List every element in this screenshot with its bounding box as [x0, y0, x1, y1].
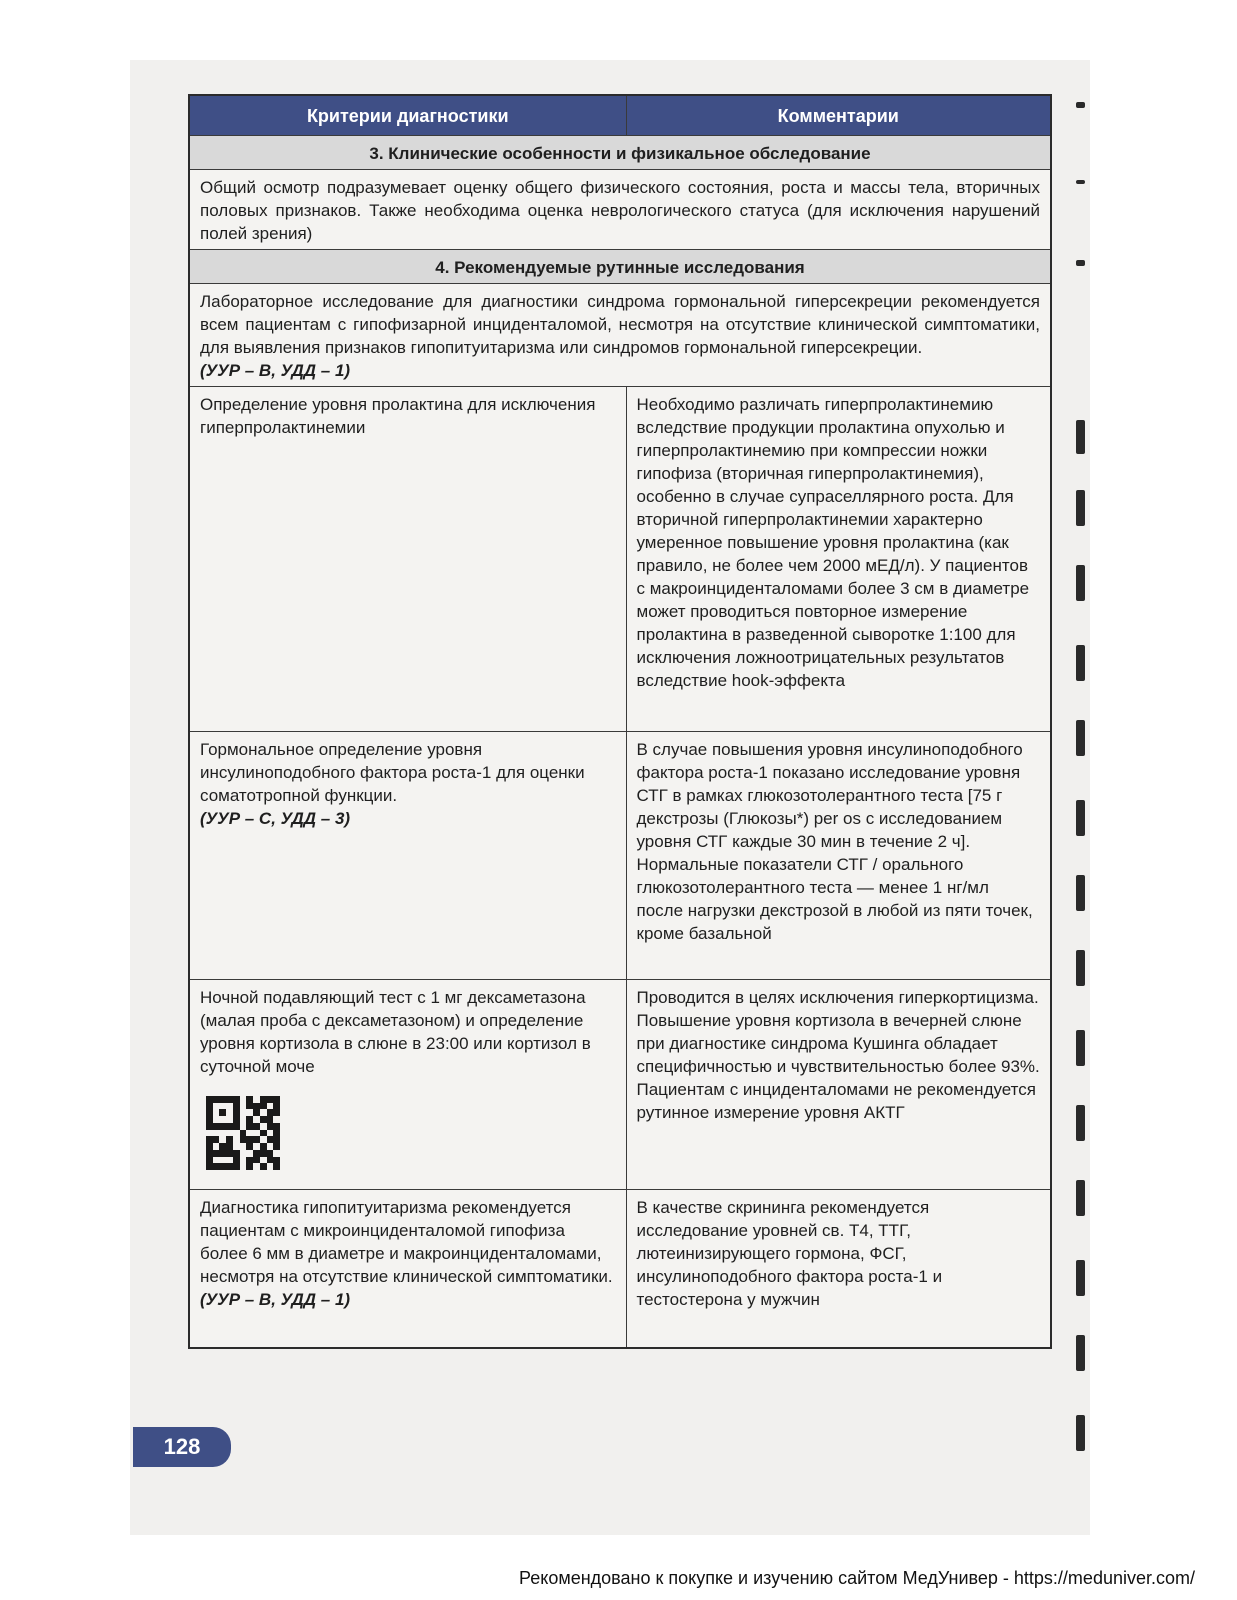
table-header-row [189, 95, 1051, 136]
criterion-text: Определение уровня пролактина для исключения гиперпролактинемии [200, 395, 596, 437]
binding-mark [1076, 260, 1085, 266]
comment-extra-text: Нормальные показатели СТГ / орального глюкозотолерантного теста — менее 1 нг/мл после нагрузки декстрозой в любой из пяти точек, кроме базальной [636, 855, 1033, 943]
table-row [189, 980, 1051, 1190]
section-4-rating: (УУР – B, УДД – 1) [200, 361, 351, 380]
binding-mark [1076, 1260, 1085, 1296]
section-4-row [189, 250, 1051, 284]
binding-mark [1076, 180, 1085, 184]
comment-text: В случае повышения уровня инсулиноподобного фактора роста-1 показано исследование уровня СТГ в рамках глюкозотолерантного теста [75 г декстрозы (Глюкозы*) per os с исследованием уровня СТГ каждые 30 мин в течение 2 ч]. [636, 740, 1023, 851]
comment-text: В качестве скрининга рекомендуется исследование уровней св. T4, ТТГ, лютеинизирующего гормона, ФСГ, инсулиноподобного фактора роста-1 и тестостерона у мужчин [636, 1198, 943, 1309]
criterion-rating: (УУР – C, УДД – 3) [200, 809, 351, 828]
binding-mark [1076, 875, 1085, 911]
footer-note[interactable]: Рекомендовано к покупке и изучению сайтом МедУнивер - https://meduniver.com/ [519, 1568, 1195, 1588]
section-3-row [189, 136, 1051, 170]
table-row [189, 387, 1051, 732]
section-3-title: 3. Клинические особенности и физикальное обследование [189, 136, 1051, 170]
binding-mark [1076, 490, 1085, 526]
criterion-text: Диагностика гипопитуитаризма рекомендуется пациентам с микроинциденталомой гипофиза более 6 мм в диаметре и макроинциденталомами, несмотря на отсутствие клинической симптоматики. [200, 1198, 613, 1286]
section-3-text: Общий осмотр подразумевает оценку общего физического состояния, роста и массы тела, вторичных половых признаков. Также необходима оценка неврологического статуса (для исключения нарушений полей зрения) [189, 170, 1051, 250]
qr-code-icon[interactable] [206, 1096, 280, 1170]
criterion-text: Гормональное определение уровня инсулиноподобного фактора роста-1 для оценки соматотропной функции. [200, 740, 585, 805]
binding-mark [1076, 420, 1085, 454]
page-number: 128 [133, 1427, 231, 1467]
section-4-text: Лабораторное исследование для диагностики синдрома гормональной гиперсекреции рекомендуется всем пациентам с гипофизарной инциденталомой, несмотря на отсутствие клинической симптоматики, для выявления признаков гипопитуитаризма или синдромов гормональной гиперсекреции. [200, 292, 1040, 357]
comment-extra-text: Пациентам с инциденталомами не рекомендуется рутинное измерение уровня АКТГ [636, 1080, 1036, 1122]
binding-strip [1070, 100, 1092, 1480]
binding-mark [1076, 1180, 1085, 1216]
table-row [189, 1190, 1051, 1348]
binding-mark [1076, 720, 1085, 756]
binding-mark [1076, 565, 1085, 601]
binding-mark [1076, 1335, 1085, 1371]
binding-mark [1076, 1030, 1085, 1066]
comment-cell [626, 387, 1051, 732]
binding-mark [1076, 950, 1085, 986]
binding-mark [1076, 645, 1085, 681]
binding-mark [1076, 1415, 1085, 1451]
header-criteria: Критерии диагностики [189, 95, 626, 136]
criterion-cell [189, 387, 626, 732]
criterion-cell [189, 732, 626, 980]
comment-cell [626, 732, 1051, 980]
section-4-cell [189, 284, 1051, 387]
binding-mark [1076, 102, 1085, 108]
section-4-title: 4. Рекомендуемые рутинные исследования [189, 250, 1051, 284]
section-4-text-row [189, 284, 1051, 387]
header-comments: Комментарии [626, 95, 1051, 136]
comment-cell [626, 980, 1051, 1190]
comment-text: Необходимо различать гиперпролактинемию вследствие продукции пролактина опухолью и гиперпролактинемию при компрессии ножки гипофиза (вторичная гиперпролактинемия), особенно в случае супраселлярного роста. Для вторичной гиперпролактинемии характерно умеренное повышение уровня пролактина (как правило, не более чем 2000 мЕД/л). У пациентов с макроинциденталомами более 3 см в диаметре может проводиться повторное измерение пролактина в разведенной сыворотке 1:100 для исключения ложноотрицательных результатов вследствие hook-эффекта [636, 395, 1030, 690]
comment-text: Проводится в целях исключения гиперкортицизма. Повышение уровня кортизола в вечерней слюне при диагностике синдрома Кушинга обладает специфичностью и чувствительностью более 93%. [636, 988, 1040, 1076]
criterion-cell [189, 1190, 626, 1348]
table-row [189, 732, 1051, 980]
binding-mark [1076, 1105, 1085, 1141]
criteria-table [188, 94, 1052, 1349]
comment-cell [626, 1190, 1051, 1348]
section-3-text-row [189, 170, 1051, 250]
binding-mark [1076, 800, 1085, 836]
criterion-rating: (УУР – B, УДД – 1) [200, 1290, 351, 1309]
criterion-cell [189, 980, 626, 1190]
criterion-text: Ночной подавляющий тест с 1 мг дексаметазона (малая проба с дексаметазоном) и определение уровня кортизола в слюне в 23:00 или кортизол в суточной моче [200, 988, 591, 1076]
